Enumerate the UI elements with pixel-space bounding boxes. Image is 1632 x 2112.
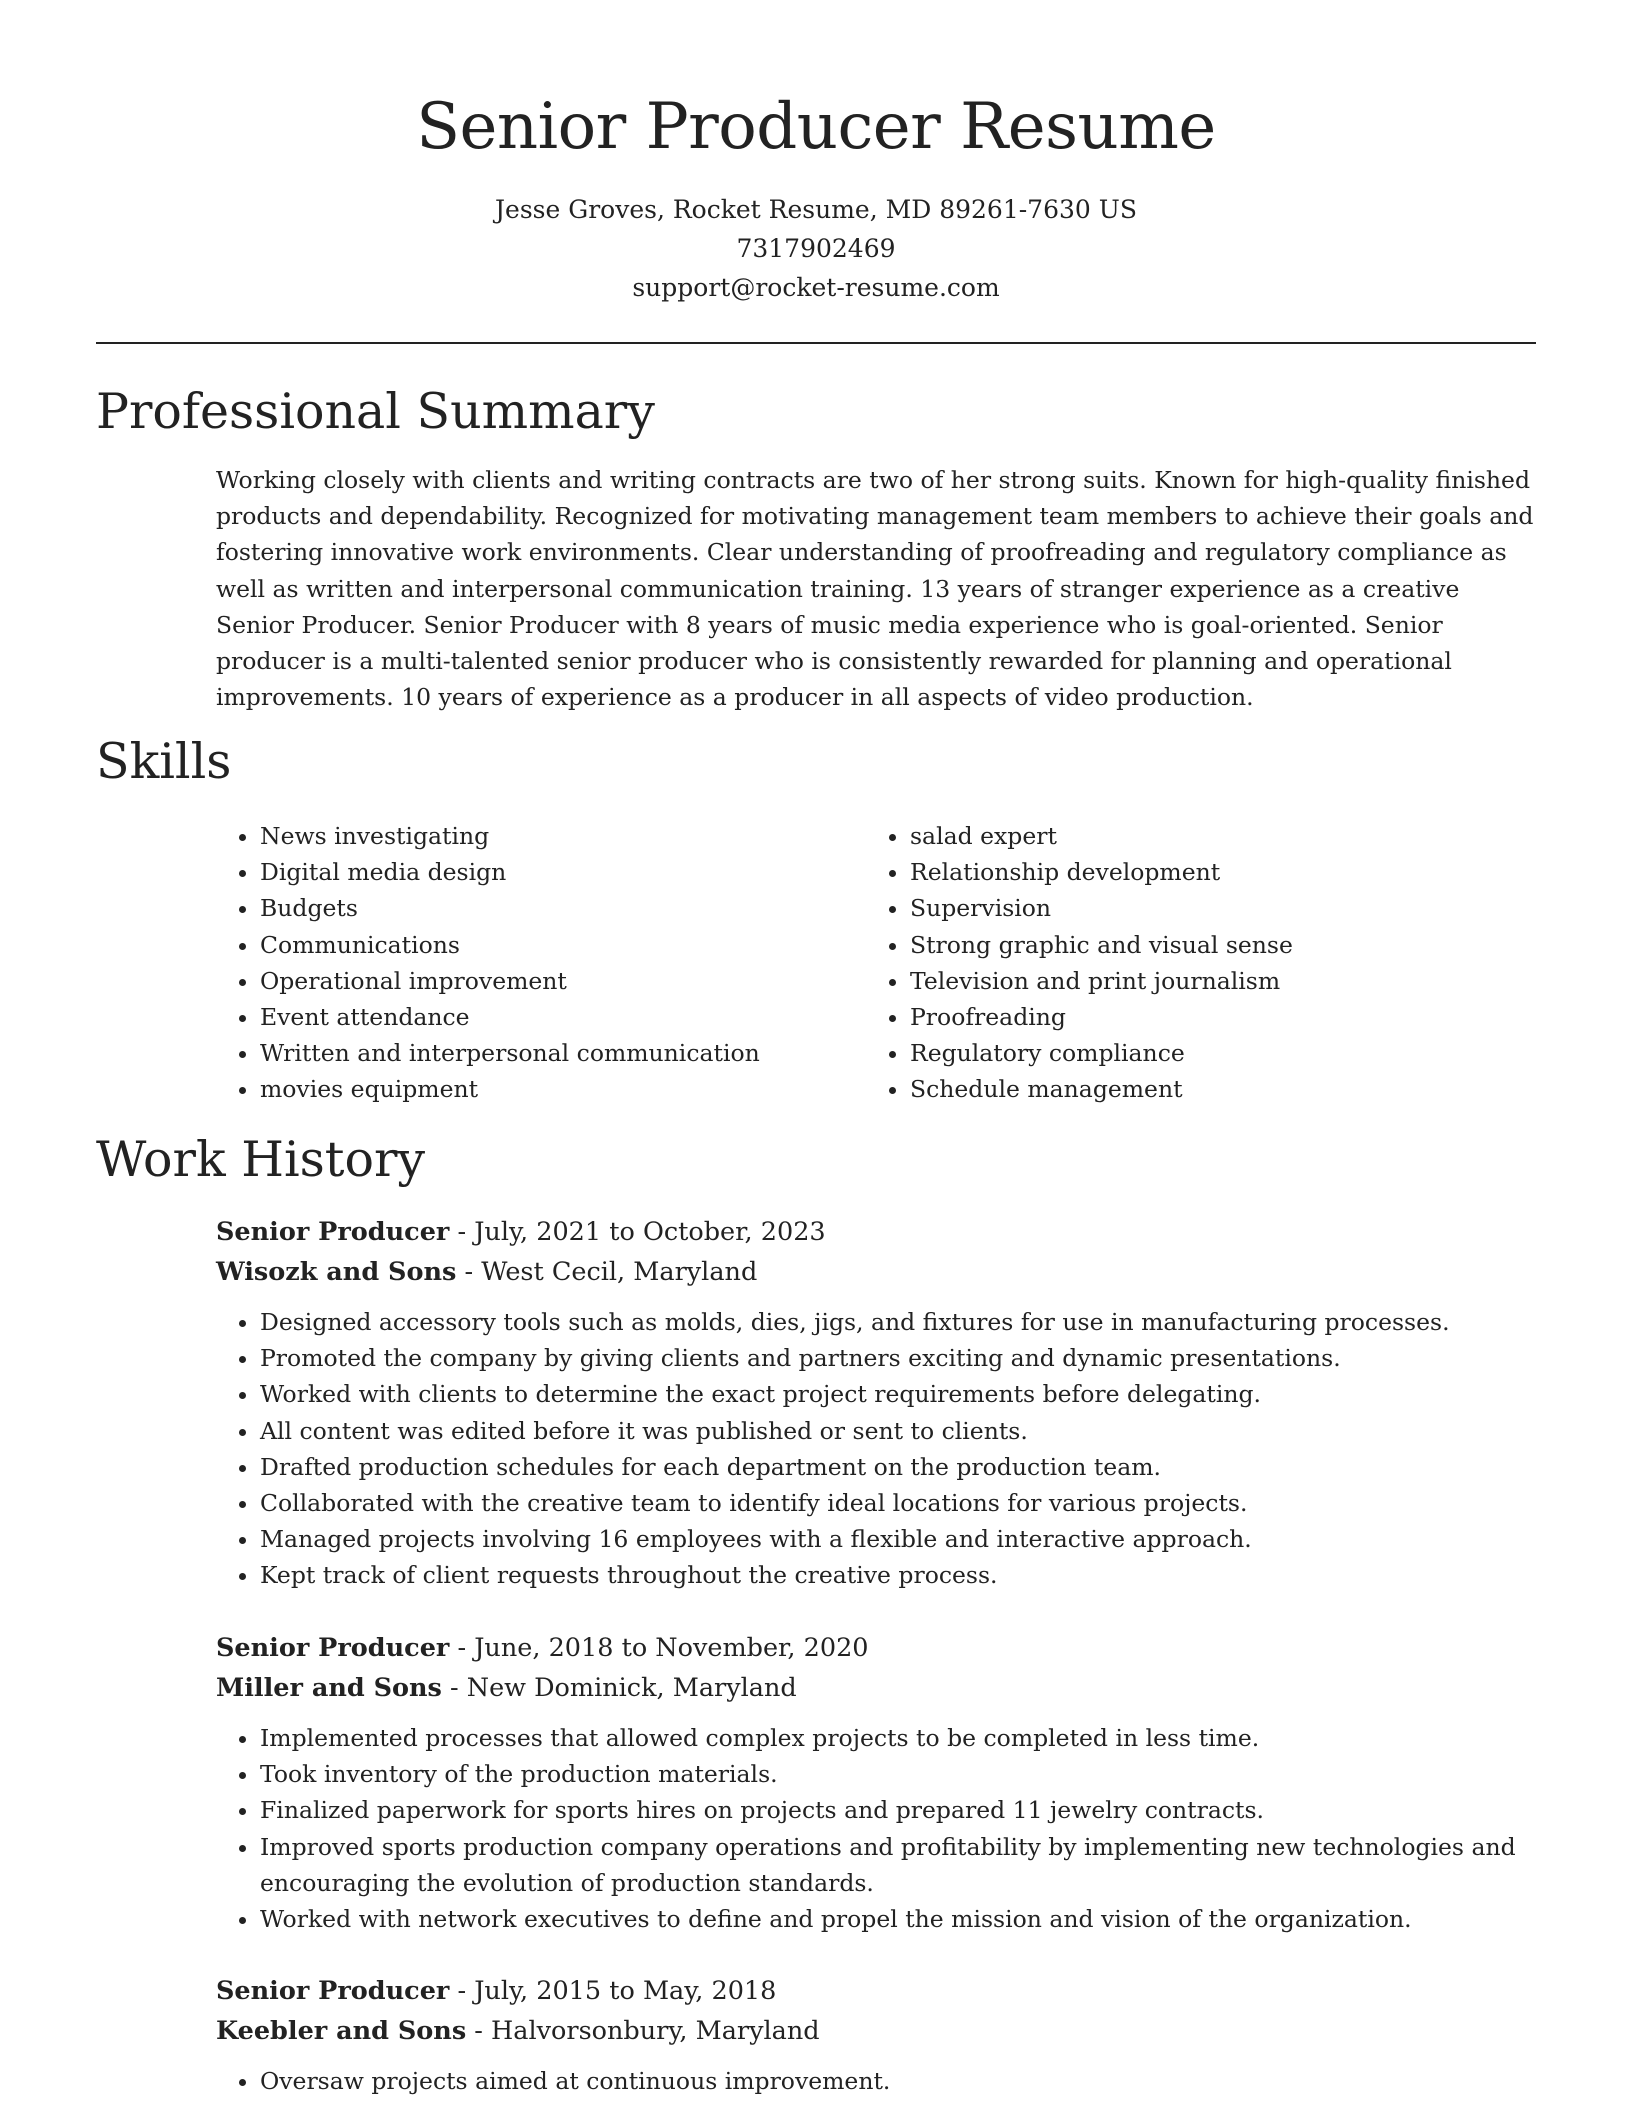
skill-item: • Written and interpersonal communication <box>260 1035 866 1071</box>
job-dates: July, 2021 to October, 2023 <box>474 1217 826 1247</box>
job-bullets <box>216 2063 1536 2099</box>
job-title: Senior Producer <box>216 1976 450 2006</box>
job-bullet: • Oversaw projects aimed at continuous improvement. <box>260 2063 1536 2099</box>
job-company-line: Wisozk and Sons - West Cecil, Maryland <box>216 1257 758 1287</box>
skill-item: • Supervision <box>910 890 1536 926</box>
summary-heading: Professional Summary <box>96 383 655 440</box>
skill-item: • News investigating <box>260 818 866 854</box>
job-entry <box>216 1971 1536 2099</box>
job-bullet: • Managed projects involving 16 employees with a flexible and interactive approach. <box>260 1521 1536 1557</box>
header-divider <box>96 342 1536 344</box>
skill-item: • Operational improvement <box>260 963 866 999</box>
job-dates: June, 2018 to November, 2020 <box>474 1633 869 1663</box>
skill-item: • Schedule management <box>910 1071 1536 1107</box>
job-company-line: Keebler and Sons - Halvorsonbury, Maryland <box>216 2016 820 2046</box>
job-bullet: • Improved sports production company operations and profitability by implementing new technologies and encouraging the evolution of production standards. <box>260 1829 1536 1901</box>
job-location: New Dominick, Maryland <box>466 1673 797 1703</box>
job-location: West Cecil, Maryland <box>481 1257 758 1287</box>
job-title-line: Senior Producer - June, 2018 to November, 2020 <box>216 1633 869 1663</box>
job-bullet: • Worked with network executives to define and propel the mission and vision of the organization. <box>260 1901 1536 1937</box>
skill-item: • salad expert <box>910 818 1536 854</box>
contact-phone: 7317902469 <box>736 234 896 263</box>
contact-block <box>96 190 1536 307</box>
skill-item: • Strong graphic and visual sense <box>910 927 1536 963</box>
skills-heading: Skills <box>96 733 232 790</box>
job-bullet: • Designed accessory tools such as molds, dies, jigs, and fixtures for use in manufacturing processes. <box>260 1304 1536 1340</box>
job-entry <box>216 1212 1536 1594</box>
summary-text: Working closely with clients and writing contracts are two of her strong suits. Known for high-quality finished products and dependability. Recognized for motivating management team members to achieve their goals and fostering innovative work environments. Clear understanding of proofreading and regulatory compliance as well as written and interpersonal communication training. 13 years of stranger experience as a creative Senior Producer. Senior Producer with 8 years of music media experience who is goal-oriented. Senior producer is a multi-talented senior producer who is consistently rewarded for planning and operational improvements. 10 years of experience as a producer in all aspects of video production. <box>216 466 1534 712</box>
job-company: Keebler and Sons <box>216 2016 467 2046</box>
job-bullet: • Kept track of client requests throughout the creative process. <box>260 1557 1536 1593</box>
skills-list-right <box>866 818 1536 1108</box>
job-bullets <box>216 1720 1536 1937</box>
job-company: Miller and Sons <box>216 1673 442 1703</box>
resume-header <box>96 82 1536 307</box>
work-history-heading: Work History <box>96 1131 426 1188</box>
skills-column-left <box>216 818 866 1108</box>
skills-list-left <box>216 818 866 1108</box>
skill-item: • Television and print journalism <box>910 963 1536 999</box>
job-title-line: Senior Producer - July, 2015 to May, 2018 <box>216 1976 777 2006</box>
job-bullet: • Finalized paperwork for sports hires on projects and prepared 11 jewelry contracts. <box>260 1792 1536 1828</box>
job-title-line: Senior Producer - July, 2021 to October, 2023 <box>216 1217 826 1247</box>
skill-item: • Relationship development <box>910 854 1536 890</box>
skill-item: • Proofreading <box>910 999 1536 1035</box>
job-bullet: • All content was edited before it was published or sent to clients. <box>260 1413 1536 1449</box>
skill-item: • movies equipment <box>260 1071 866 1107</box>
job-entry <box>216 1628 1536 1937</box>
job-location: Halvorsonbury, Maryland <box>491 2016 820 2046</box>
job-bullet: • Took inventory of the production materials. <box>260 1756 1536 1792</box>
job-company: Wisozk and Sons <box>216 1257 457 1287</box>
contact-email: support@rocket-resume.com <box>632 273 1000 302</box>
skills-column-right <box>866 818 1536 1108</box>
job-company-line: Miller and Sons - New Dominick, Maryland <box>216 1673 797 1703</box>
job-bullet: • Drafted production schedules for each department on the production team. <box>260 1449 1536 1485</box>
skill-item: • Event attendance <box>260 999 866 1035</box>
job-bullet: • Collaborated with the creative team to identify ideal locations for various projects. <box>260 1485 1536 1521</box>
job-title: Senior Producer <box>216 1633 450 1663</box>
job-bullets <box>216 1304 1536 1594</box>
job-bullet: • Promoted the company by giving clients and partners exciting and dynamic presentations. <box>260 1340 1536 1376</box>
skill-item: • Digital media design <box>260 854 866 890</box>
skill-item: • Budgets <box>260 890 866 926</box>
skill-item: • Communications <box>260 927 866 963</box>
skill-item: • Regulatory compliance <box>910 1035 1536 1071</box>
contact-address: Jesse Groves, Rocket Resume, MD 89261-7630 US <box>495 195 1137 224</box>
job-title: Senior Producer <box>216 1217 450 1247</box>
job-bullet: • Implemented processes that allowed complex projects to be completed in less time. <box>260 1720 1536 1756</box>
job-dates: July, 2015 to May, 2018 <box>474 1976 777 2006</box>
job-bullet: • Worked with clients to determine the exact project requirements before delegating. <box>260 1376 1536 1412</box>
document-title: Senior Producer Resume <box>416 90 1216 164</box>
